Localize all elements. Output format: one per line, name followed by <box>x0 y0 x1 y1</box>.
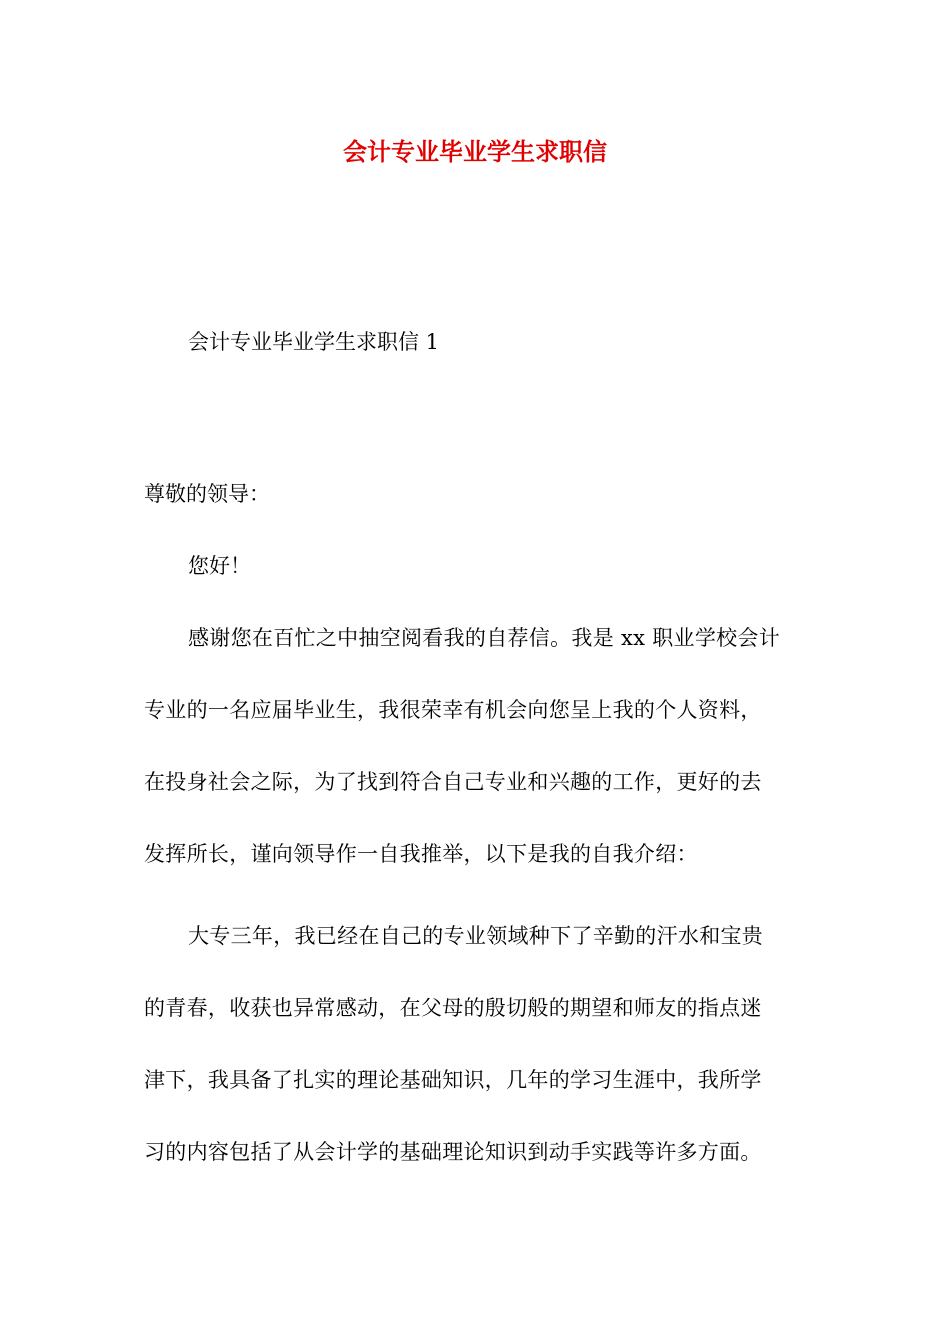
paragraph-line: 习的内容包括了从会计学的基础理论知识到动手实践等许多方面。 <box>144 1140 762 1164</box>
paragraph-line: 津下，我具备了扎实的理论基础知识，几年的学习生涯中，我所学 <box>144 1068 762 1092</box>
paragraph-line: 大专三年，我已经在自己的专业领域种下了辛勤的汗水和宝贵 <box>188 924 764 948</box>
paragraph-line: 的青春，收获也异常感动，在父母的殷切般的期望和师友的指点迷 <box>144 996 762 1020</box>
paragraph-line: 感谢您在百忙之中抽空阅看我的自荐信。我是 xx 职业学校会计 <box>188 626 781 650</box>
document-title: 会计专业毕业学生求职信 <box>343 137 607 166</box>
paragraph-line: 在投身社会之际，为了找到符合自己专业和兴趣的工作，更好的去 <box>144 770 762 794</box>
letter-heading: 会计专业毕业学生求职信 1 <box>188 330 440 354</box>
paragraph-line: 专业的一名应届毕业生，我很荣幸有机会向您呈上我的个人资料， <box>144 698 762 722</box>
paragraph-line: 发挥所长，谨向领导作一自我推举，以下是我的自我介绍： <box>144 842 698 866</box>
greeting: 您好！ <box>188 554 251 578</box>
salutation: 尊敬的领导： <box>144 482 270 506</box>
